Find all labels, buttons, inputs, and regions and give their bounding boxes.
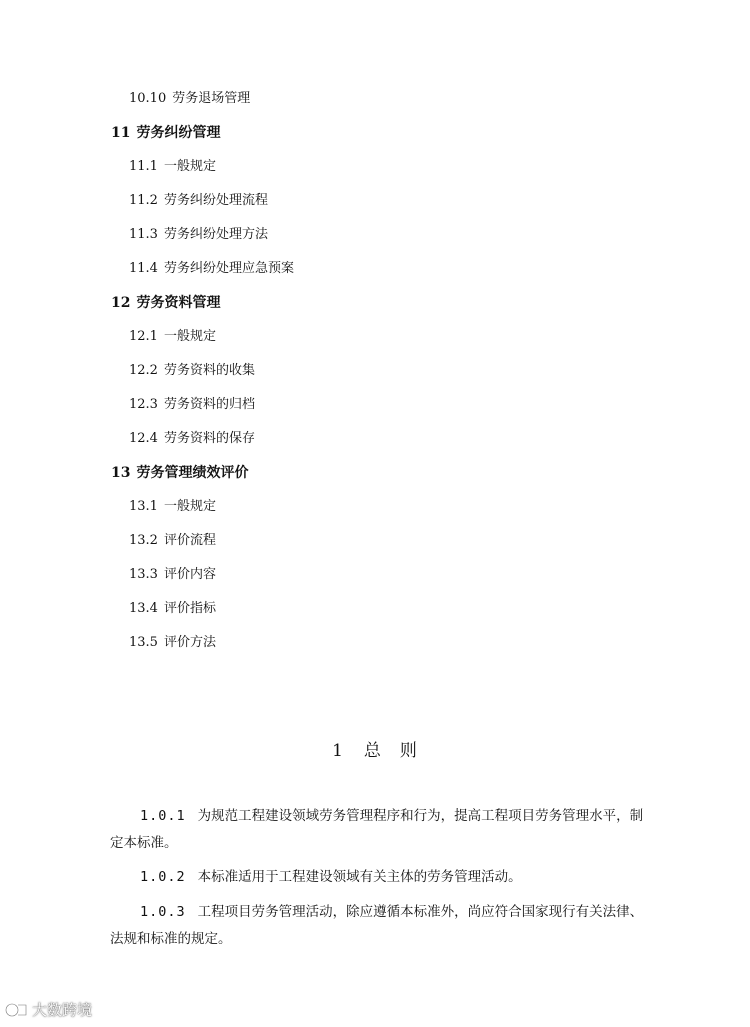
chapter-title: 总 则 [363, 741, 418, 761]
toc-entry-title: 劳务纠纷管理 [136, 125, 221, 141]
toc-entry-number: 13.4 [129, 601, 158, 616]
toc-section-entry [129, 634, 216, 652]
toc-section-entry [129, 328, 216, 346]
clause-number: 1.0.2 [140, 869, 186, 885]
toc-entry-number: 12.2 [129, 363, 158, 378]
toc-entry-title: 劳务纠纷处理流程 [163, 193, 268, 208]
toc-entry-number: 11.1 [129, 159, 158, 174]
toc-entry-number: 10.10 [129, 91, 167, 106]
clause-text: 本标准适用于工程建设领域有关主体的劳务管理活动。 [197, 869, 522, 885]
toc-chapter-entry [111, 294, 220, 312]
toc-entry-title: 评价内容 [163, 567, 216, 582]
toc-entry-title: 劳务资料管理 [136, 295, 221, 311]
toc-entry-title: 劳务纠纷处理方法 [163, 227, 268, 242]
toc-entry-number: 13.5 [129, 635, 158, 650]
toc-entry-number: 12.4 [129, 431, 158, 446]
toc-entry-title: 评价指标 [163, 601, 216, 616]
toc-entry-number: 12.3 [129, 397, 158, 412]
toc-entry-number: 11.2 [129, 193, 158, 208]
toc-entry-number: 12.1 [129, 329, 158, 344]
toc-section-entry [129, 362, 255, 380]
toc-section-entry [129, 260, 294, 278]
watermark-text: 大数跨境 [32, 1001, 93, 1019]
toc-entry-title: 劳务纠纷处理应急预案 [163, 261, 294, 276]
toc-section-entry [129, 90, 250, 108]
toc-entry-title: 一般规定 [163, 499, 216, 514]
toc-section-entry [129, 430, 255, 448]
toc-entry-title: 一般规定 [163, 329, 216, 344]
toc-entry-title: 评价方法 [163, 635, 216, 650]
toc-section-entry [129, 226, 268, 244]
chapter-heading [0, 736, 750, 761]
toc-entry-title: 一般规定 [163, 159, 216, 174]
toc-section-entry [129, 158, 216, 176]
toc-entry-title: 劳务退场管理 [172, 91, 251, 106]
toc-section-entry [129, 192, 268, 210]
toc-entry-number: 13.1 [129, 499, 158, 514]
brand-logo-icon [4, 1001, 30, 1019]
toc-entry-number: 13.2 [129, 533, 158, 548]
toc-entry-number: 11.4 [129, 261, 158, 276]
toc-section-entry [129, 566, 216, 584]
toc-section-entry [129, 396, 255, 414]
clause-number: 1.0.3 [140, 904, 186, 920]
toc-entry-number: 12 [111, 295, 131, 311]
clause-text: 为规范工程建设领域劳务管理程序和行为，提高工程项目劳务管理水平，制定本标准。 [110, 808, 644, 851]
chapter-number: 1 [332, 741, 344, 761]
toc-section-entry [129, 532, 216, 550]
toc-entry-number: 11 [111, 125, 131, 141]
toc-section-entry [129, 498, 216, 516]
toc-entry-title: 评价流程 [163, 533, 216, 548]
toc-section-entry [129, 600, 216, 618]
clause-text: 工程项目劳务管理活动，除应遵循本标准外，尚应符合国家现行有关法律、法规和标准的规定。 [110, 904, 644, 947]
toc-entry-number: 13.3 [129, 567, 158, 582]
clause-paragraph [110, 803, 645, 857]
toc-entry-title: 劳务资料的收集 [163, 363, 255, 378]
toc-entry-title: 劳务资料的保存 [163, 431, 255, 446]
toc-chapter-entry [111, 124, 220, 142]
clause-paragraph [110, 864, 645, 891]
clause-number: 1.0.1 [140, 808, 186, 824]
toc-entry-title: 劳务管理绩效评价 [136, 465, 249, 481]
toc-chapter-entry [111, 464, 248, 482]
clause-paragraph [110, 899, 645, 953]
toc-entry-number: 13 [111, 465, 131, 481]
toc-entry-title: 劳务资料的归档 [163, 397, 255, 412]
toc-entry-number: 11.3 [129, 227, 158, 242]
watermark [4, 999, 92, 1020]
